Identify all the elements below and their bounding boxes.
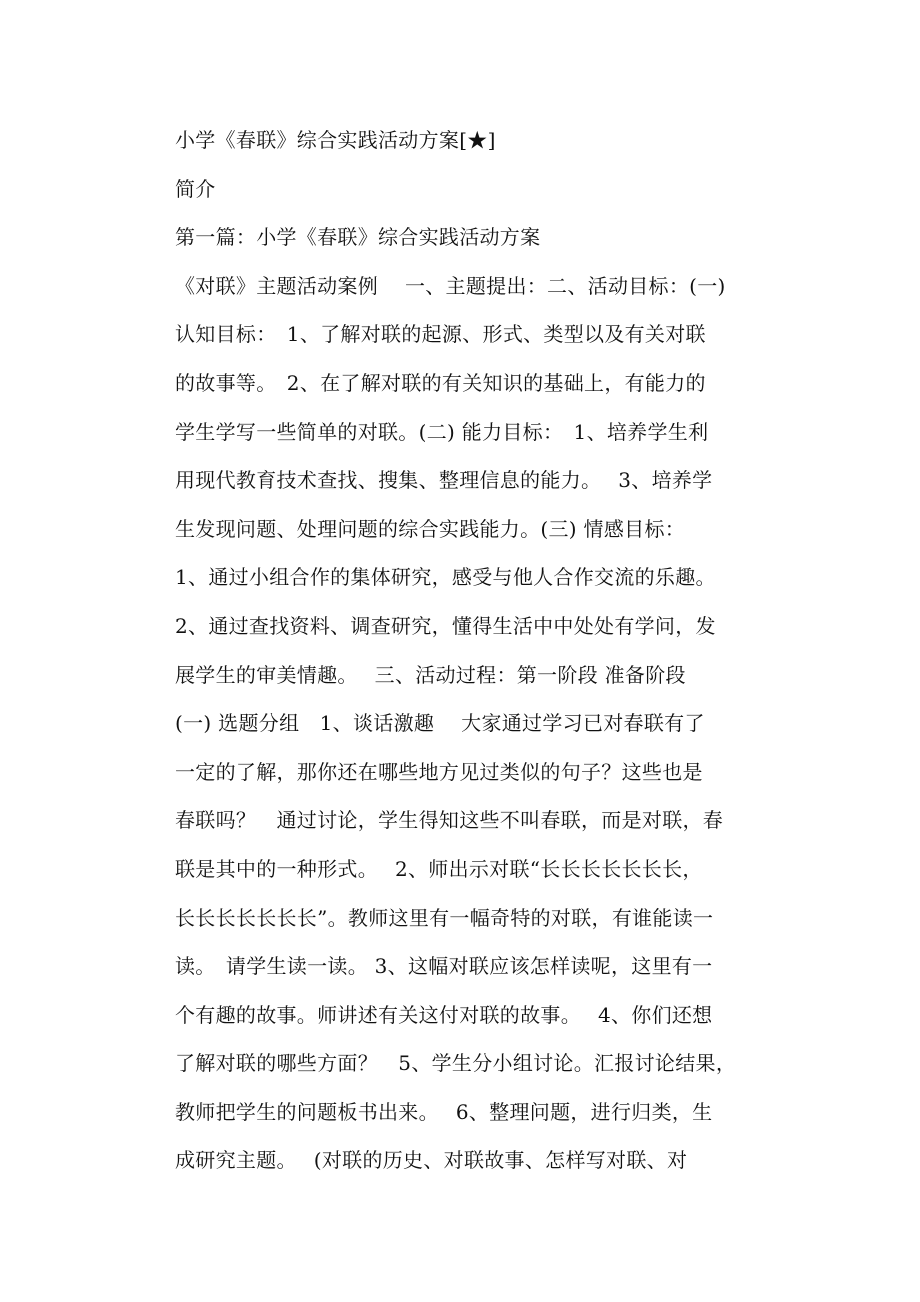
paragraph-line: 个有趣的故事。师讲述有关这付对联的故事。 4、你们还想 <box>175 1002 713 1027</box>
paragraph-line: 教师把学生的问题板书出来。 6、整理问题，进行归类，生 <box>175 1099 713 1124</box>
paragraph-line: 联是其中的一种形式。 2、师出示对联“长长长长长长长， <box>175 856 703 881</box>
paragraph-line: 1、通过小组合作的集体研究，感受与他人合作交流的乐趣。 <box>175 565 716 590</box>
paragraph-line: 2、通过查找资料、调查研究，懂得生活中中处处有学问，发 <box>175 613 716 638</box>
chapter-heading: 第一篇：小学《春联》综合实践活动方案 <box>175 225 541 250</box>
paragraph-line: 展学生的审美情趣。 三、活动过程：第一阶段 准备阶段 <box>175 662 686 687</box>
paragraph-line: 一定的了解，那你还在哪些地方见过类似的句子？这些也是 <box>175 759 703 784</box>
document-body <box>175 123 765 1192</box>
paragraph-line: 读。 请学生读一读。 3、这幅对联应该怎样读呢，这里有一 <box>175 954 713 979</box>
paragraph-line: 用现代教育技术查找、搜集、整理信息的能力。 3、培养学 <box>175 468 713 493</box>
paragraph-line: 的故事等。 2、在了解对联的有关知识的基础上，有能力的 <box>175 370 706 395</box>
paragraph-line: 学生学写一些简单的对联。(二) 能力目标： 1、培养学生利 <box>175 419 709 444</box>
paragraph-line: 认知目标： 1、了解对联的起源、形式、类型以及有关对联 <box>175 322 706 347</box>
paragraph-line: 《对联》主题活动案例 一、主题提出：二、活动目标：(一) <box>175 273 726 298</box>
paragraph-line: 生发现问题、处理问题的综合实践能力。(三) 情感目标： <box>175 516 686 541</box>
paragraph-line: 了解对联的哪些方面？ 5、学生分小组讨论。汇报讨论结果， <box>175 1051 737 1076</box>
document-title: 小学《春联》综合实践活动方案[★] <box>175 128 496 152</box>
section-heading: 简介 <box>175 176 216 201</box>
paragraph-line: 长长长长长长长”。教师这里有一幅奇特的对联，有谁能读一 <box>175 905 714 930</box>
paragraph-line: (一) 选题分组 1、谈话激趣 大家通过学习已对春联有了 <box>175 711 705 736</box>
paragraph-line: 成研究主题。 (对联的历史、对联故事、怎样写对联、对 <box>175 1148 688 1173</box>
paragraph-line: 春联吗？ 通过讨论，学生得知这些不叫春联，而是对联，春 <box>175 808 724 833</box>
